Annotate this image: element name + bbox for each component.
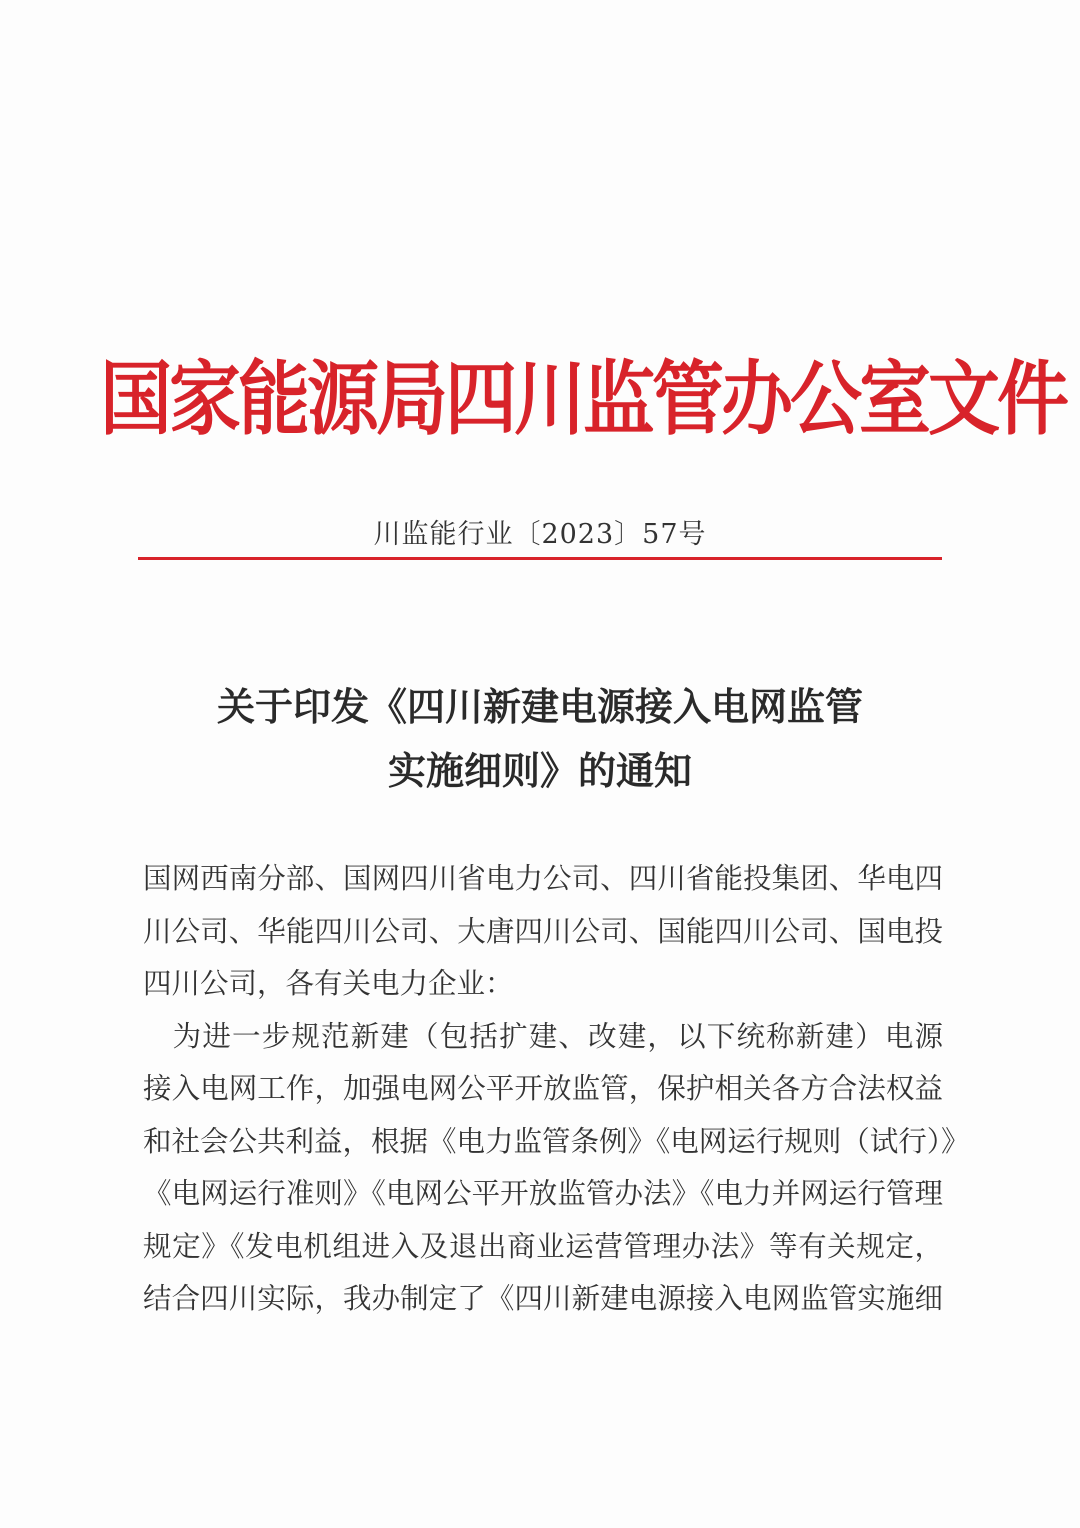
- body-line: 川公司、华能四川公司、大唐四川公司、国能四川公司、国电投: [143, 914, 943, 948]
- body-line: 规定》《发电机组进入及退出商业运营管理办法》等有关规定，: [143, 1229, 943, 1263]
- body-line: 为进一步规范新建（包括扩建、改建，以下统称新建）电源: [143, 1019, 943, 1053]
- notice-title: [140, 675, 940, 803]
- red-divider-line: [138, 557, 942, 560]
- body-text: [143, 853, 970, 1326]
- body-line: 《电网运行准则》《电网公平开放监管办法》《电力并网运行管理: [143, 1177, 943, 1210]
- document-number: 川监能行业〔2023〕57号: [373, 519, 707, 550]
- issuer-header-title: 国家能源局四川监管办公室文件: [100, 351, 1067, 446]
- notice-title-line-2: 实施细则》的通知: [387, 749, 692, 793]
- body-line: 接入电网工作，加强电网公平开放监管，保护相关各方合法权益: [143, 1072, 943, 1105]
- body-line: 结合四川实际，我办制定了《四川新建电源接入电网监管实施细: [143, 1282, 943, 1315]
- notice-title-line-1: 关于印发《四川新建电源接入电网监管: [216, 685, 863, 729]
- body-line: 和社会公共利益，根据《电力监管条例》《电网运行规则（试行）》: [143, 1124, 970, 1158]
- body-line: 四川公司，各有关电力企业：: [143, 967, 514, 1000]
- body-line: 国网西南分部、国网四川省电力公司、四川省能投集团、华电四: [143, 862, 943, 895]
